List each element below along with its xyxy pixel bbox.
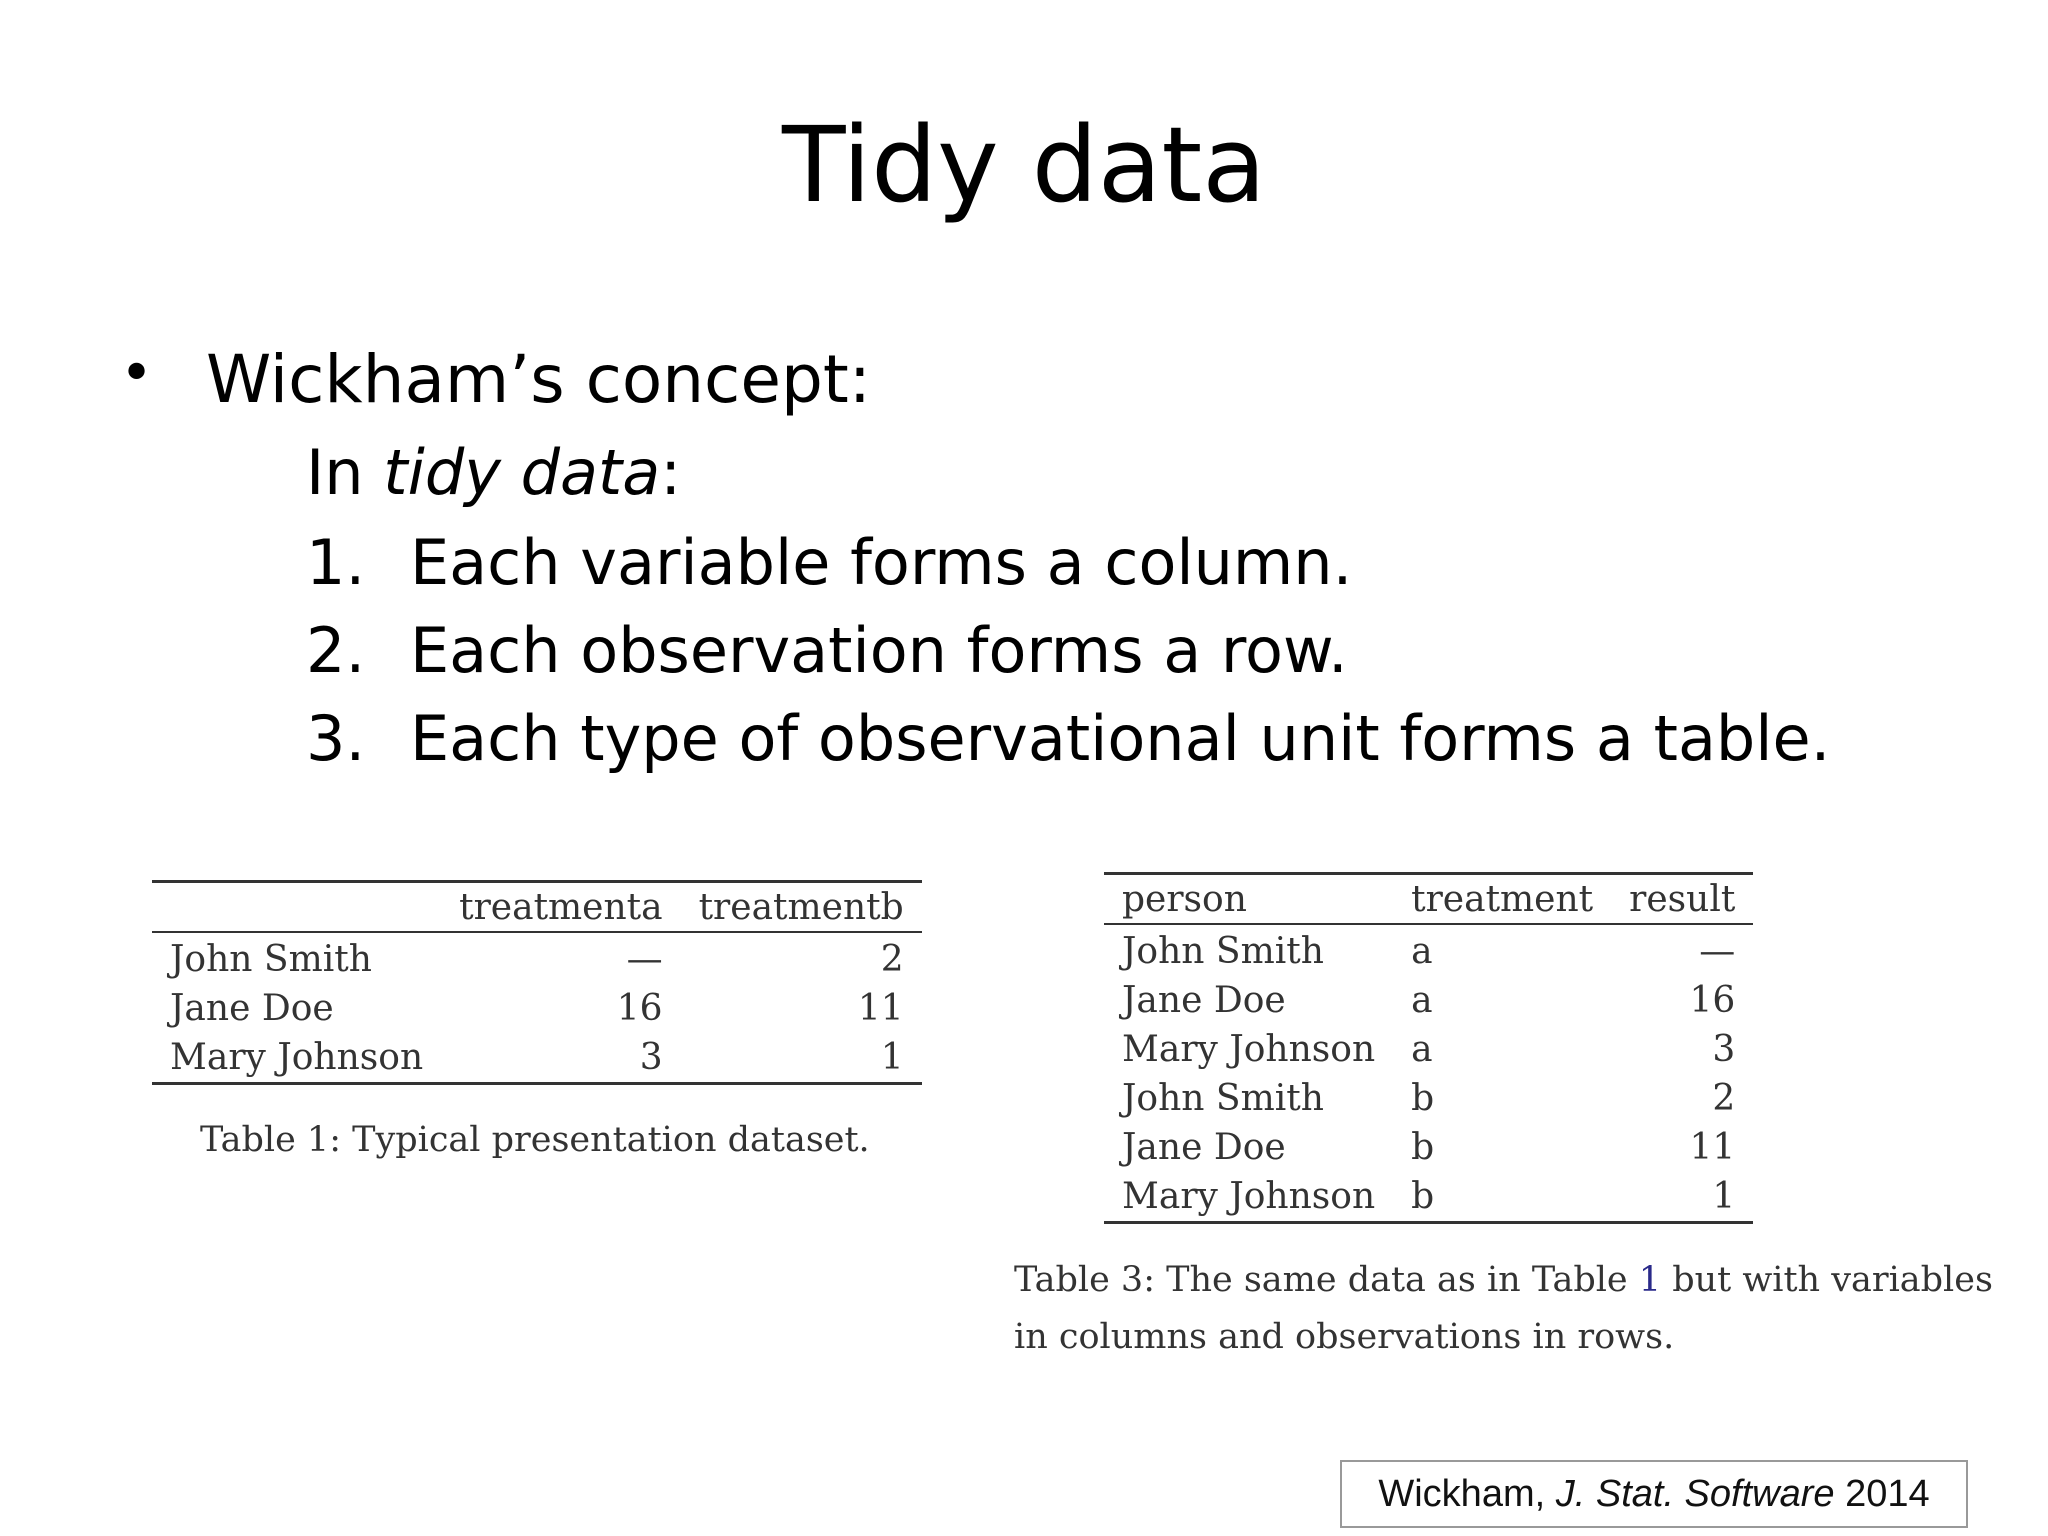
slide-title: Tidy data: [781, 104, 1267, 226]
table-cell: Jane Doe: [1122, 1127, 1286, 1168]
table-row: [1104, 1172, 1753, 1223]
table-cell: Mary Johnson: [1122, 1029, 1376, 1070]
citation-journal: J. Stat. Software: [1555, 1473, 1835, 1515]
table-cell: 3: [441, 1033, 680, 1084]
rule-text: Each variable forms a column.: [410, 526, 1353, 599]
bullet-text: Wickham’s concept:: [206, 341, 871, 418]
table-cell: a: [1411, 931, 1433, 972]
table-cell: 11: [1689, 1127, 1736, 1168]
table-cell: Mary Johnson: [152, 1033, 441, 1084]
table-header-cell: result: [1611, 874, 1753, 925]
table-cell: 16: [1689, 980, 1736, 1021]
table-header-row: [152, 882, 922, 933]
table-row: [1104, 1025, 1753, 1074]
intro-prefix: In: [306, 436, 384, 509]
caption-text: Table 3: The same data as in Table: [1014, 1260, 1639, 1300]
table-row: [152, 932, 922, 984]
table-reference-link[interactable]: 1: [1638, 1260, 1662, 1300]
table-row: [152, 984, 922, 1033]
table-header-cell: [152, 882, 441, 933]
table-cell: Jane Doe: [1122, 980, 1286, 1021]
intro-suffix: :: [660, 436, 682, 509]
table-row: [1104, 924, 1753, 976]
table-header-cell: person: [1104, 874, 1393, 925]
table1-caption: Table 1: Typical presentation dataset.: [200, 1120, 870, 1160]
table-cell: b: [1411, 1127, 1435, 1168]
table-cell: 3: [1712, 1029, 1736, 1070]
rule-text: Each type of observational unit forms a table.: [410, 702, 1831, 775]
table-row: [1104, 1074, 1753, 1123]
table-cell: 1: [681, 1033, 922, 1084]
table-cell: —: [1699, 931, 1736, 972]
table-cell: Mary Johnson: [1104, 1172, 1393, 1223]
tidy-table: [1104, 872, 1753, 1224]
table-cell: 2: [880, 939, 904, 980]
table-cell: 11: [857, 988, 904, 1029]
rule-item-3: [306, 702, 1830, 776]
caption-line: in columns and observations in rows.: [1014, 1317, 1675, 1357]
caption-line: [1014, 1252, 1993, 1309]
table-row: [152, 1033, 922, 1084]
table-cell: a: [1411, 1029, 1433, 1070]
rule-number: 2.: [306, 614, 366, 687]
table-cell: John Smith: [1122, 1078, 1324, 1119]
rule-number: 1.: [306, 526, 366, 599]
table-header-cell: treatmenta: [441, 882, 680, 933]
tidy-data-intro: [306, 436, 681, 510]
table-cell: a: [1411, 980, 1433, 1021]
table-header-cell: treatmentb: [681, 882, 922, 933]
intro-emphasis: tidy data: [383, 436, 661, 509]
table-cell: 2: [1712, 1078, 1736, 1119]
table-cell: 16: [616, 988, 663, 1029]
table-header-row: [1104, 874, 1753, 925]
citation-year: 2014: [1834, 1473, 1930, 1515]
citation-author: Wickham,: [1378, 1473, 1556, 1515]
rule-item-1: [306, 526, 1352, 600]
table-cell: John Smith: [170, 939, 372, 980]
table-cell: 1: [1611, 1172, 1753, 1223]
table-cell: b: [1393, 1172, 1611, 1223]
rule-item-2: [306, 614, 1348, 688]
citation-box: [1340, 1460, 1968, 1528]
table-row: [1104, 1123, 1753, 1172]
table-cell: John Smith: [1122, 931, 1324, 972]
table-header-cell: treatment: [1393, 874, 1611, 925]
caption-text: but with variables: [1661, 1260, 1993, 1300]
bullet-marker: •: [120, 341, 154, 406]
table-cell: b: [1411, 1078, 1435, 1119]
presentation-table: [152, 880, 922, 1085]
table-row: [1104, 976, 1753, 1025]
rule-text: Each observation forms a row.: [410, 614, 1348, 687]
table3-caption: [1014, 1252, 1993, 1366]
rule-number: 3.: [306, 702, 366, 775]
table-cell: Jane Doe: [170, 988, 334, 1029]
table-cell: —: [626, 939, 663, 980]
